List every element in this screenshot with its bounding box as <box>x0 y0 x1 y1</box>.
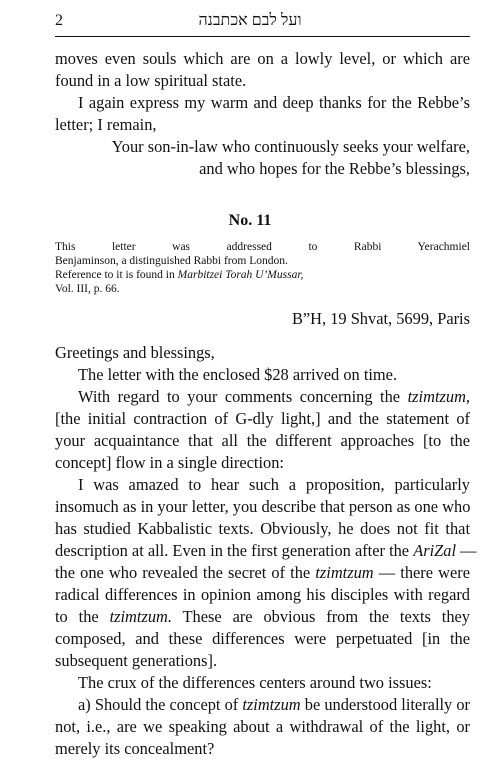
text-line: composed, and these differences were perpetuated [in the <box>55 629 470 648</box>
text-line: The letter with the enclosed $28 arrived on time. <box>78 365 398 384</box>
text-line: not, i.e., are we speaking about a withdrawal of the light, or <box>55 717 470 736</box>
text-line: description at all. Even in the first generation after the AriZal — <box>55 541 477 560</box>
text-line: subsequent generations]. <box>55 651 218 670</box>
letter-number: No. 11 <box>228 212 272 229</box>
text-line: has studied Kabbalistic texts. Obviously, he does not fit that <box>55 519 470 538</box>
page-header <box>0 12 500 34</box>
closing-line: and who hopes for the Rebbe’s blessings, <box>199 159 470 178</box>
text-line: found in a low spiritual state. <box>55 71 247 90</box>
text-line: I again express my warm and deep thanks for the Rebbe’s <box>78 93 470 112</box>
text-line: insomuch as in your letter, you describe that person as one who <box>55 497 471 516</box>
footnote-line: Reference to it is found in Marbitzei Torah U’Mussar, <box>55 269 304 281</box>
page-number: 2 <box>55 12 63 29</box>
text-line: The crux of the differences centers around two issues: <box>78 673 432 692</box>
text-line: [the initial contraction of G-dly light,] and the statement of <box>55 409 470 428</box>
book-title: Marbitzei Torah U’Mussar, <box>177 269 304 281</box>
header-rule <box>55 36 470 37</box>
dateline: B”H, 19 Shvat, 5699, Paris <box>291 309 470 328</box>
text-line: your acquaintance that all the different approaches [to the <box>55 431 470 450</box>
text-line: radical differences in opinion among his disciples with regard <box>55 585 470 604</box>
text-line: merely its concealment? <box>55 739 215 758</box>
running-title: ועל לבם אכתבנה <box>198 12 302 29</box>
salutation: Greetings and blessings, <box>55 343 215 362</box>
text-line: a) Should the concept of tzimtzum be understood literally or <box>78 695 471 714</box>
text-line: moves even souls which are on a lowly level, or which are <box>55 49 470 68</box>
text-line: I was amazed to hear such a proposition, particularly <box>78 475 470 494</box>
footnote-line: Benjaminson, a distinguished Rabbi from London. <box>55 255 288 267</box>
footnote-line: Vol. III, p. 66. <box>55 283 120 295</box>
closing-line: Your son-in-law who continuously seeks your welfare, <box>111 137 470 156</box>
text-line: concept] flow in a single direction: <box>55 453 284 472</box>
text-line: to the tzimtzum. These are obvious from the texts they <box>55 607 470 626</box>
text-line: the one who revealed the secret of the tzimtzum — there were <box>55 563 470 582</box>
text-line: With regard to your comments concerning the tzimtzum, <box>78 387 471 406</box>
footnote-line: This letter was addressed to Rabbi Yerachmiel <box>55 241 470 253</box>
text-line: letter; I remain, <box>55 115 157 134</box>
